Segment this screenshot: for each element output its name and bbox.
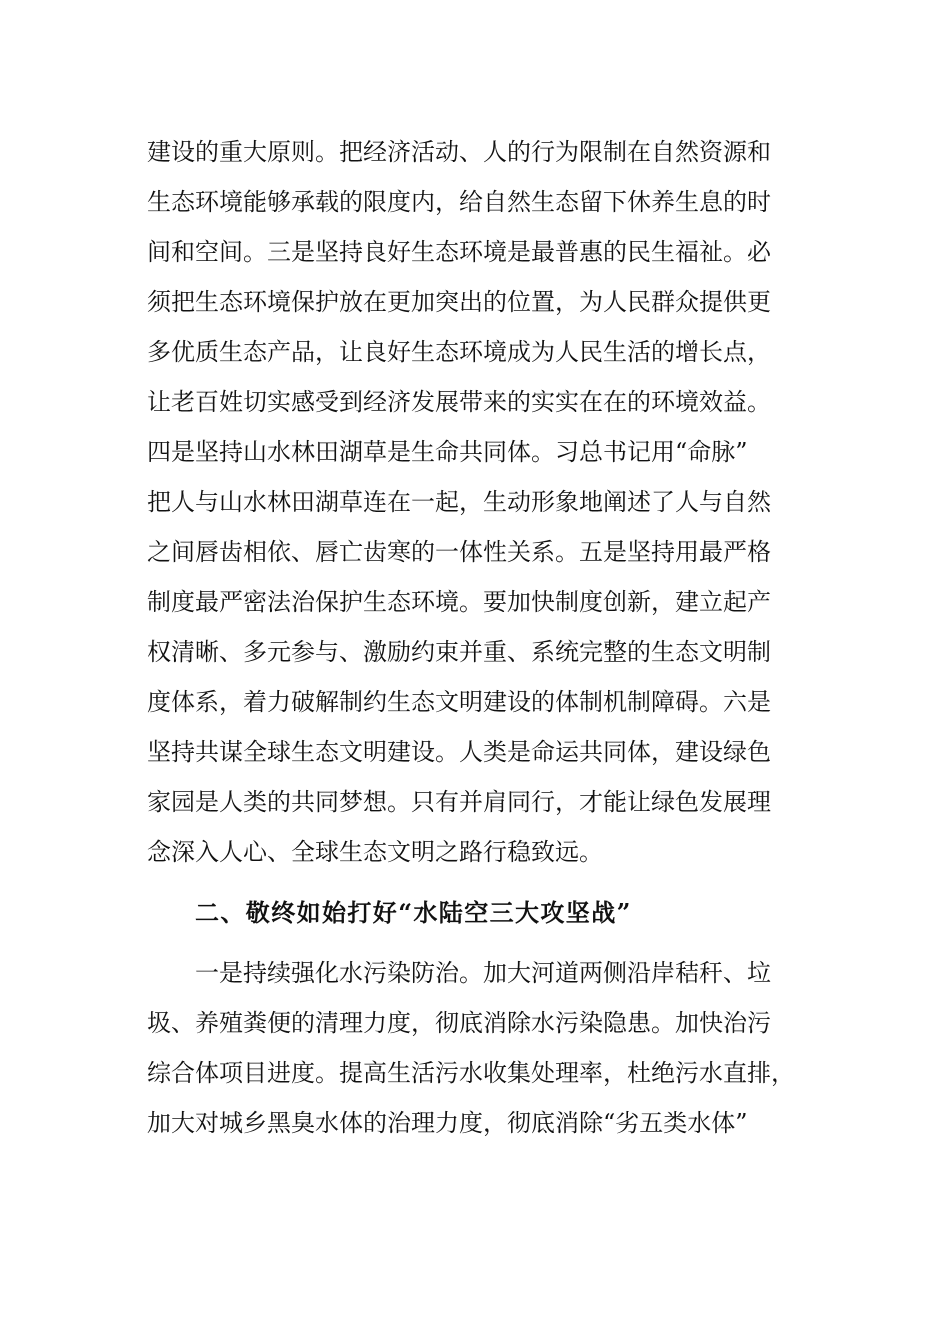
body-line: 度体系，着力破解制约生态文明建设的体制机制障碍。六是 <box>147 688 771 716</box>
section-heading: 二、敬终如始打好“水陆空三大攻坚战” <box>195 898 632 927</box>
body-line: 之间唇齿相依、唇亡齿寒的一体性关系。五是坚持用最严格 <box>147 538 771 566</box>
section-line: 一是持续强化水污染防治。加大河道两侧沿岸秸秆、垃 <box>195 959 771 987</box>
body-line: 坚持共谋全球生态文明建设。人类是命运共同体，建设绿色 <box>147 738 771 766</box>
body-line: 制度最严密法治保护生态环境。要加快制度创新，建立起产 <box>147 588 771 616</box>
body-line: 建设的重大原则。把经济活动、人的行为限制在自然资源和 <box>147 138 771 166</box>
body-line: 四是坚持山水林田湖草是生命共同体。习总书记用“命脉” <box>147 438 748 466</box>
body-line: 让老百姓切实感受到经济发展带来的实实在在的环境效益。 <box>147 388 771 416</box>
section-line: 加大对城乡黑臭水体的治理力度，彻底消除“劣五类水体” <box>147 1109 748 1137</box>
body-line: 权清晰、多元参与、激励约束并重、系统完整的生态文明制 <box>147 638 771 666</box>
section-line: 圾、养殖粪便的清理力度，彻底消除水污染隐患。加快治污 <box>147 1009 771 1037</box>
body-line: 须把生态环境保护放在更加突出的位置，为人民群众提供更 <box>147 288 771 316</box>
body-line: 生态环境能够承载的限度内，给自然生态留下休养生息的时 <box>147 188 771 216</box>
body-line: 念深入人心、全球生态文明之路行稳致远。 <box>147 838 603 866</box>
body-line: 家园是人类的共同梦想。只有并肩同行，才能让绿色发展理 <box>147 788 771 816</box>
body-line: 把人与山水林田湖草连在一起，生动形象地阐述了人与自然 <box>147 488 771 516</box>
section-line: 综合体项目进度。提高生活污水收集处理率，杜绝污水直排， <box>147 1059 795 1087</box>
body-line: 多优质生态产品，让良好生态环境成为人民生活的增长点， <box>147 338 771 366</box>
body-line: 间和空间。三是坚持良好生态环境是最普惠的民生福祉。必 <box>147 238 771 266</box>
